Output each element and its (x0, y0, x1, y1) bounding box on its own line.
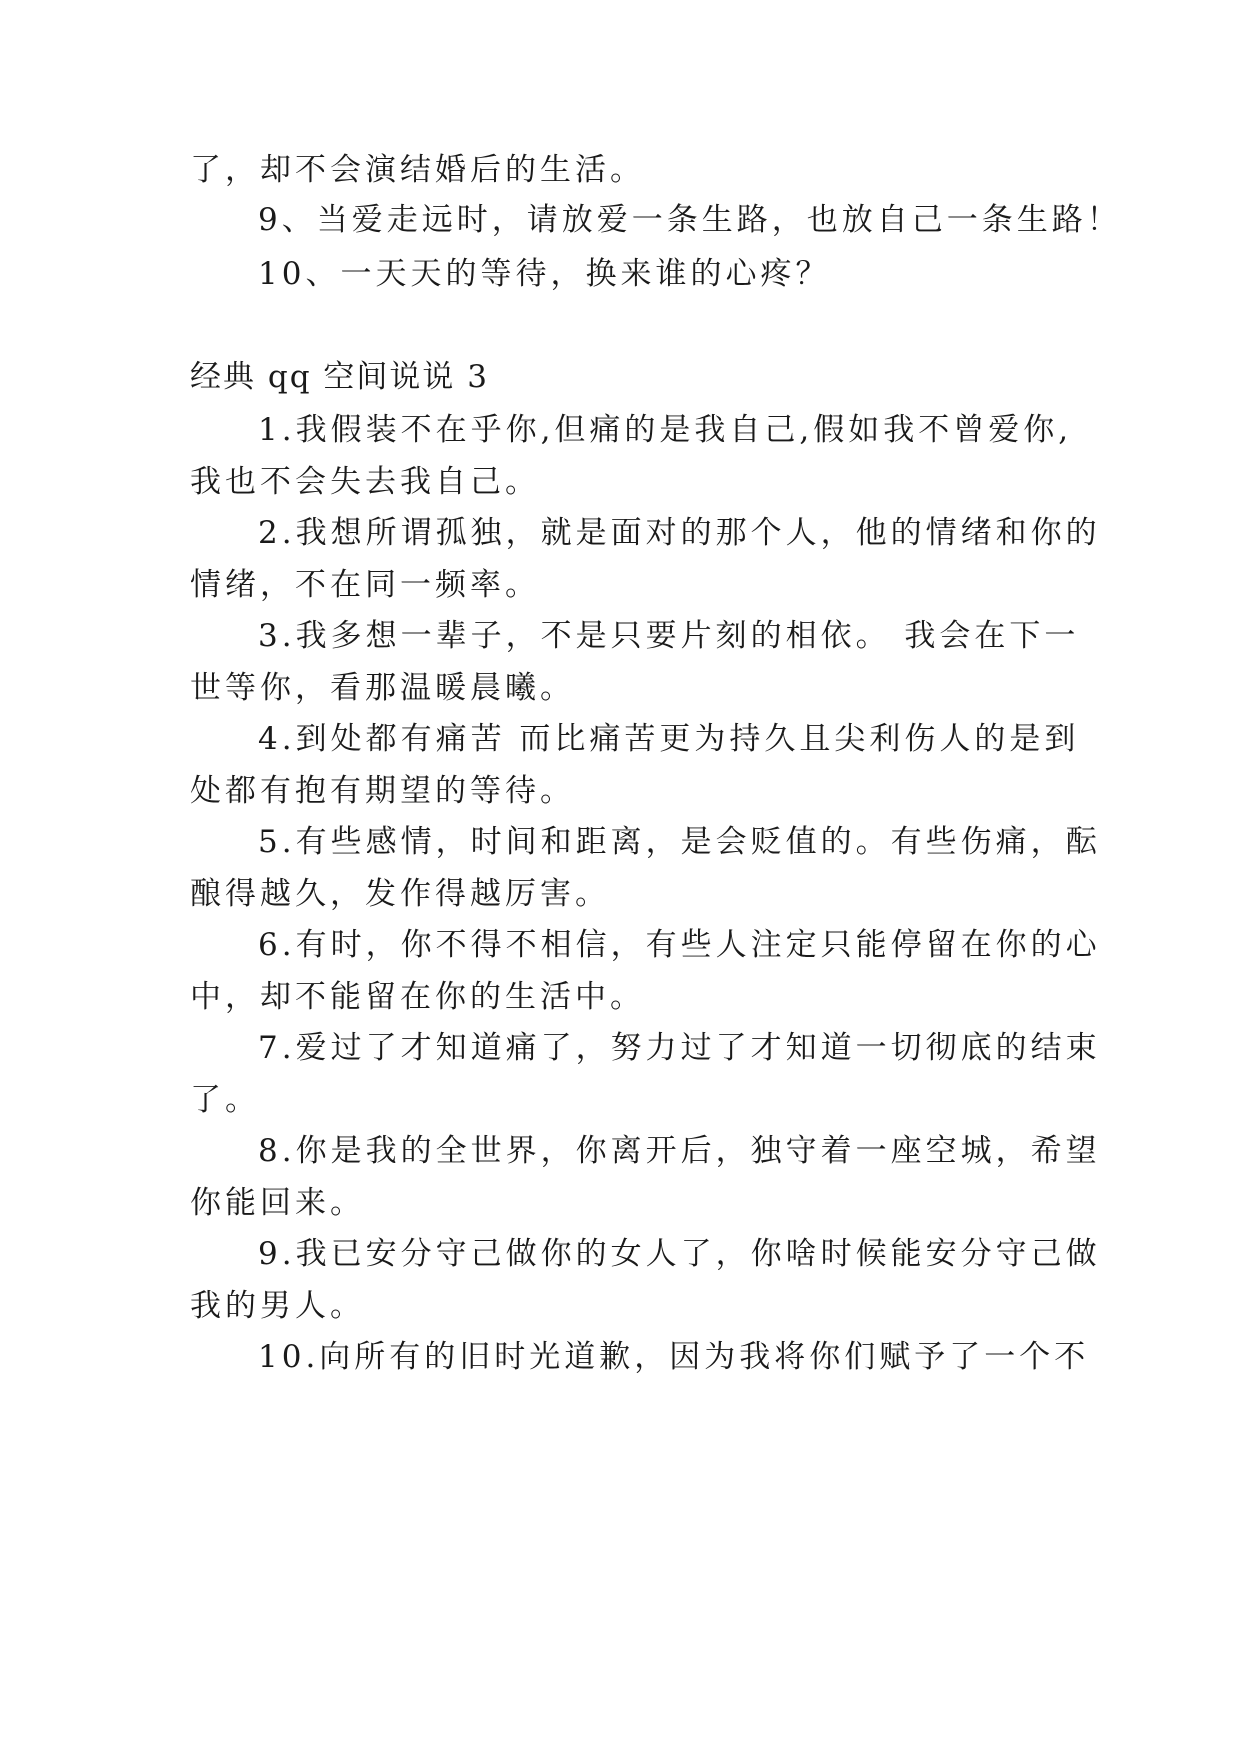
list-item-continuation: 中，却不能留在你的生活中。 (190, 979, 645, 1015)
list-item-continuation: 处都有抱有期望的等待。 (190, 773, 575, 809)
list-item: 6.有时，你不得不相信，有些人注定只能停留在你的心 (258, 927, 1101, 963)
list-item: 9、当爱走远时，请放爱一条生路，也放自己一条生路！ (258, 202, 1122, 238)
list-item-continuation: 你能回来。 (190, 1185, 365, 1221)
list-item: 10.向所有的旧时光道歉，因为我将你们赋予了一个不 (258, 1339, 1090, 1375)
list-item-continuation: 我也不会失去我自己。 (190, 464, 540, 500)
list-item: 7.爱过了才知道痛了，努力过了才知道一切彻底的结束 (258, 1030, 1101, 1066)
list-item-continuation: 了。 (190, 1082, 260, 1118)
list-item-continuation: 情绪，不在同一频率。 (190, 567, 540, 603)
list-item: 9.我已安分守己做你的女人了，你啥时候能安分守己做 (258, 1236, 1101, 1272)
paragraph-continuation: 了，却不会演结婚后的生活。 (190, 152, 645, 188)
list-item-continuation: 酿得越久，发作得越厉害。 (190, 876, 610, 912)
list-item: 4.到处都有痛苦 而比痛苦更为持久且尖利伤人的是到 (258, 721, 1080, 757)
section-heading: 经典 qq 空间说说 3 (190, 359, 489, 395)
list-item: 1.我假装不在乎你,但痛的是我自己,假如我不曾爱你, (258, 412, 1073, 448)
list-item: 8.你是我的全世界，你离开后，独守着一座空城，希望 (258, 1133, 1101, 1169)
list-item: 5.有些感情，时间和距离，是会贬值的。有些伤痛，酝 (258, 824, 1101, 860)
list-item-continuation: 我的男人。 (190, 1288, 365, 1324)
list-item: 2.我想所谓孤独，就是面对的那个人，他的情绪和你的 (258, 515, 1101, 551)
list-item: 10、一天天的等待，换来谁的心疼？ (258, 256, 831, 292)
list-item: 3.我多想一辈子，不是只要片刻的相依。 我会在下一 (258, 618, 1080, 654)
list-item-continuation: 世等你，看那温暖晨曦。 (190, 670, 575, 706)
